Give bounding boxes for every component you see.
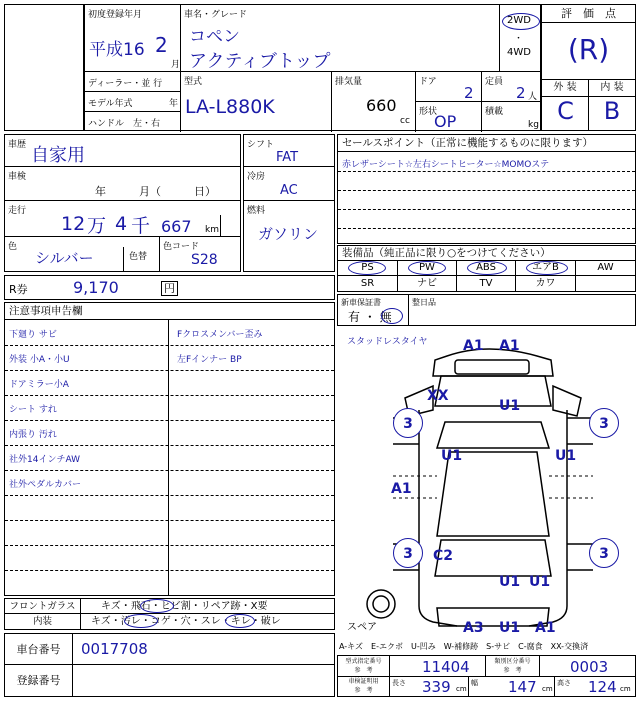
shape: OP [434,112,457,131]
tire-rr: 3 [589,538,619,568]
notes-box [4,302,335,596]
details-box [4,134,241,272]
mark-u1-hood: U1 [499,398,521,414]
interior-label: 内装 [5,614,81,629]
top-left-blank [4,4,84,131]
mileage-sen: 4 [115,213,128,235]
color-cell [5,237,240,271]
doors: 2 [464,84,474,102]
color-code: S28 [191,252,218,268]
ac-label: 冷房 [247,172,266,182]
length: 339 [422,678,451,696]
reg-label: 登録番号 [5,665,73,696]
model-type-label: 型式 [184,77,203,87]
len-divider [468,677,469,696]
class-num: 0003 [570,658,609,676]
footer-row1 [338,656,635,677]
load-cell [482,102,542,132]
drive-dot: ・ [514,34,524,44]
spare-label: スペア [347,622,377,633]
mark-u1-rear-r: U1 [529,574,551,590]
mileage-man: 12 [61,213,86,235]
warranty-no-circle [381,308,403,324]
cert-label: 車検証明用 参 考 [338,677,390,696]
equipment-row2 [338,276,635,291]
int-label: 内 装 [600,82,624,93]
ext-score: C [557,97,574,125]
mileage-label: 走行 [8,206,27,216]
note-left-3: ドアミラー小A [9,380,69,390]
score-sub-top [542,79,635,97]
recycle-value: 9,170 [73,278,119,297]
glass-box [4,598,335,630]
score-box [541,4,636,131]
ac-cell [244,167,334,201]
equipment-title: 装備品（純正品に限り○をつけてください） [338,246,635,261]
mark-xx: XX [427,388,449,404]
drive-cell [500,5,542,72]
tire-fl: 3 [393,408,423,438]
cc-unit: cc [400,116,410,126]
warranty-box [337,294,636,326]
hgt-label: 高さ [557,679,571,687]
load-label: 積載 [485,107,504,117]
inspection-label: 車検 [8,172,27,182]
color-label: 色 [8,242,18,252]
equip-ps-circle [348,261,386,275]
score-title: 評 価 点 [542,5,635,23]
width: 147 [508,678,537,696]
mileage-rest: 667 [161,217,192,236]
capacity-cell [482,72,542,102]
interior-wear-circle [225,614,255,628]
recycle-box [4,275,335,300]
note-left-5: 内張り 汚れ [9,430,57,440]
notes-rows [5,320,334,595]
shift-cell [244,135,334,167]
shift-label: シフト [247,140,275,150]
drive-4wd: 4WD [507,47,531,58]
shape-label: 形状 [419,107,438,117]
sales-line-3 [338,209,635,210]
equip-pw-circle [408,261,446,275]
tire-note: スタッドレスタイヤ [347,337,428,347]
tire-rl: 3 [393,538,423,568]
chassis-label: 車台番号 [5,634,73,665]
sales-line-2 [338,190,635,191]
equip-airbag: エアB [516,261,576,275]
color-code-label: 色コード [163,242,200,252]
type-num: 11404 [422,658,470,676]
mark-a3: A3 [463,620,484,636]
door-label: ドア [419,77,437,87]
mark-a1-bot: A1 [535,620,556,636]
model-type: LA-L880K [185,96,275,118]
equip-tv: TV [457,276,516,291]
footer-numbers [337,655,636,697]
car-name-label: 車名・グレード [184,10,248,20]
history-cell [5,135,240,167]
header-box [84,4,541,131]
len-label: 長さ [392,679,406,687]
model-type-cell [181,72,332,132]
mark-u1-bot: U1 [499,620,521,636]
interior-text: キズ・汚レ・コゲ・穴・スレ・キレ・破レ [91,616,281,627]
equipment-grid [338,261,635,291]
glass-stone-circle [140,599,174,613]
fuel-cell [244,201,334,271]
sales-line-1 [338,171,635,172]
recycle-label: R券 [9,283,28,296]
repaint-label: 色替 [129,252,148,262]
equip-aw: AW [597,262,614,273]
model-year-unit: 年 [169,99,179,109]
yen-unit: 円 [161,281,178,296]
car-name-cell [181,5,500,72]
displacement: 660 [366,96,397,115]
color: シルバー [35,249,94,267]
warranty-value: 有 ・ 無 [348,310,392,324]
glass-text: キズ・飛石・ヒビ割・リペア跡・X要 [81,599,334,614]
hgt-unit: cm [620,685,631,693]
mileage-cell [5,201,240,237]
dealer-cell [85,72,181,132]
warranty-label: 新車保証書 [341,298,381,307]
car-name: コペン [189,27,240,47]
km-unit: km [205,225,219,235]
capacity-label: 定員 [485,77,504,87]
handbook-label: 整日品 [412,298,436,307]
note-left-7: 社外ペダルカバー [9,480,82,490]
car-grade: アクティブトップ [189,51,331,72]
sales-box [337,134,636,244]
note-left-4: シート すれ [9,405,57,415]
damage-legend: A-キズ E-エクボ U-凹み W-補修跡 S-サビ C-腐食 XX-交換済 [339,642,589,651]
handle-label: ハンドル 左・右 [88,119,161,129]
spec-box [243,134,335,272]
kg-unit: kg [528,120,539,130]
wid-unit: cm [542,685,553,693]
note-left-1: 下廻り サビ [9,330,57,340]
interior-dirt-circle [124,614,158,628]
inspection-value: 年 月（ 日） [95,185,216,198]
displacement-label: 排気量 [335,77,363,87]
note-left-6: 社外14インチAW [9,455,81,465]
equip-leather: カワ [516,276,576,291]
km-divider [220,215,221,237]
len-unit: cm [456,685,467,693]
dealer-label: ディーラー・並 行 [85,72,181,92]
capacity: 2 [516,84,526,102]
note-right-2: 左Fインナー BP [177,355,242,365]
warranty-divider [408,295,409,325]
mark-u1-fl: U1 [441,448,463,464]
equip-navi: ナビ [398,276,457,291]
sales-title: セールスポイント（正常に機能するものに限ります） [338,135,635,152]
drive-2wd: 2WD [507,15,531,26]
model-year-label: モデル年式 [85,92,181,112]
notes-title: 注意事項申告欄 [5,303,334,320]
first-reg-cell [85,5,181,72]
ac: AC [280,183,298,198]
history: 自家用 [31,145,85,166]
shape-cell [416,102,482,132]
wid-label: 幅 [471,679,478,687]
man-unit: 万 [87,215,107,237]
equip-abs-circle [467,261,507,275]
car-outline-svg [337,326,636,638]
chassis-box [4,633,335,697]
note-right-1: Fクロスメンバー歪み [177,330,263,340]
mark-a1-front-r: A1 [499,338,520,354]
mark-a1-front-l: A1 [463,338,484,354]
ext-label: 外 装 [542,80,589,96]
footer-row2 [338,677,635,696]
history-label: 車歴 [8,140,27,150]
wid-divider [554,677,555,696]
first-reg-label: 初度登録年月 [88,10,143,20]
tire-fr: 3 [589,408,619,438]
first-reg-era: 平成16 [89,40,145,60]
equip-airbag-circle [526,261,568,275]
equipment-row1 [338,261,635,276]
mark-u1-rear-l: U1 [499,574,521,590]
int-score: B [603,97,621,125]
fuel-label: 燃料 [247,206,266,216]
score-value: (R) [567,33,610,66]
mark-c2: C2 [433,548,454,564]
equip-ps: PS [338,261,398,275]
inspection-cell [5,167,240,201]
type-num-label: 型式指定番号 参 考 [338,656,390,676]
note-left-2: 外装 小A・小U [9,355,70,365]
mark-a1-side: A1 [391,481,412,497]
chassis: 0017708 [81,640,148,658]
glass-label: フロントガラス [5,599,81,614]
capacity-unit: 人 [528,92,538,102]
equip-abs: ABS [457,261,516,275]
repaint-divider [123,247,124,271]
height: 124 [588,678,617,696]
sen-unit: 千 [131,215,151,237]
shift: FAT [276,150,299,165]
class-num-label: 類別区分番号 参 考 [486,656,540,676]
equip-pw: PW [398,261,457,275]
first-reg-month-unit: 月 [171,60,181,70]
door-cell [416,72,482,102]
fuel: ガソリン [258,225,319,243]
equipment-box [337,245,636,292]
displacement-cell [332,72,416,132]
sales-text: 赤レザーシート☆左右シートヒーター☆MOMOステ [342,160,550,170]
sales-line-4 [338,228,635,229]
color-code-divider [159,237,160,271]
equip-sr: SR [338,276,398,291]
first-reg-month: 2 [155,33,168,57]
car-diagram [337,326,636,638]
mark-u1-fr: U1 [555,448,577,464]
